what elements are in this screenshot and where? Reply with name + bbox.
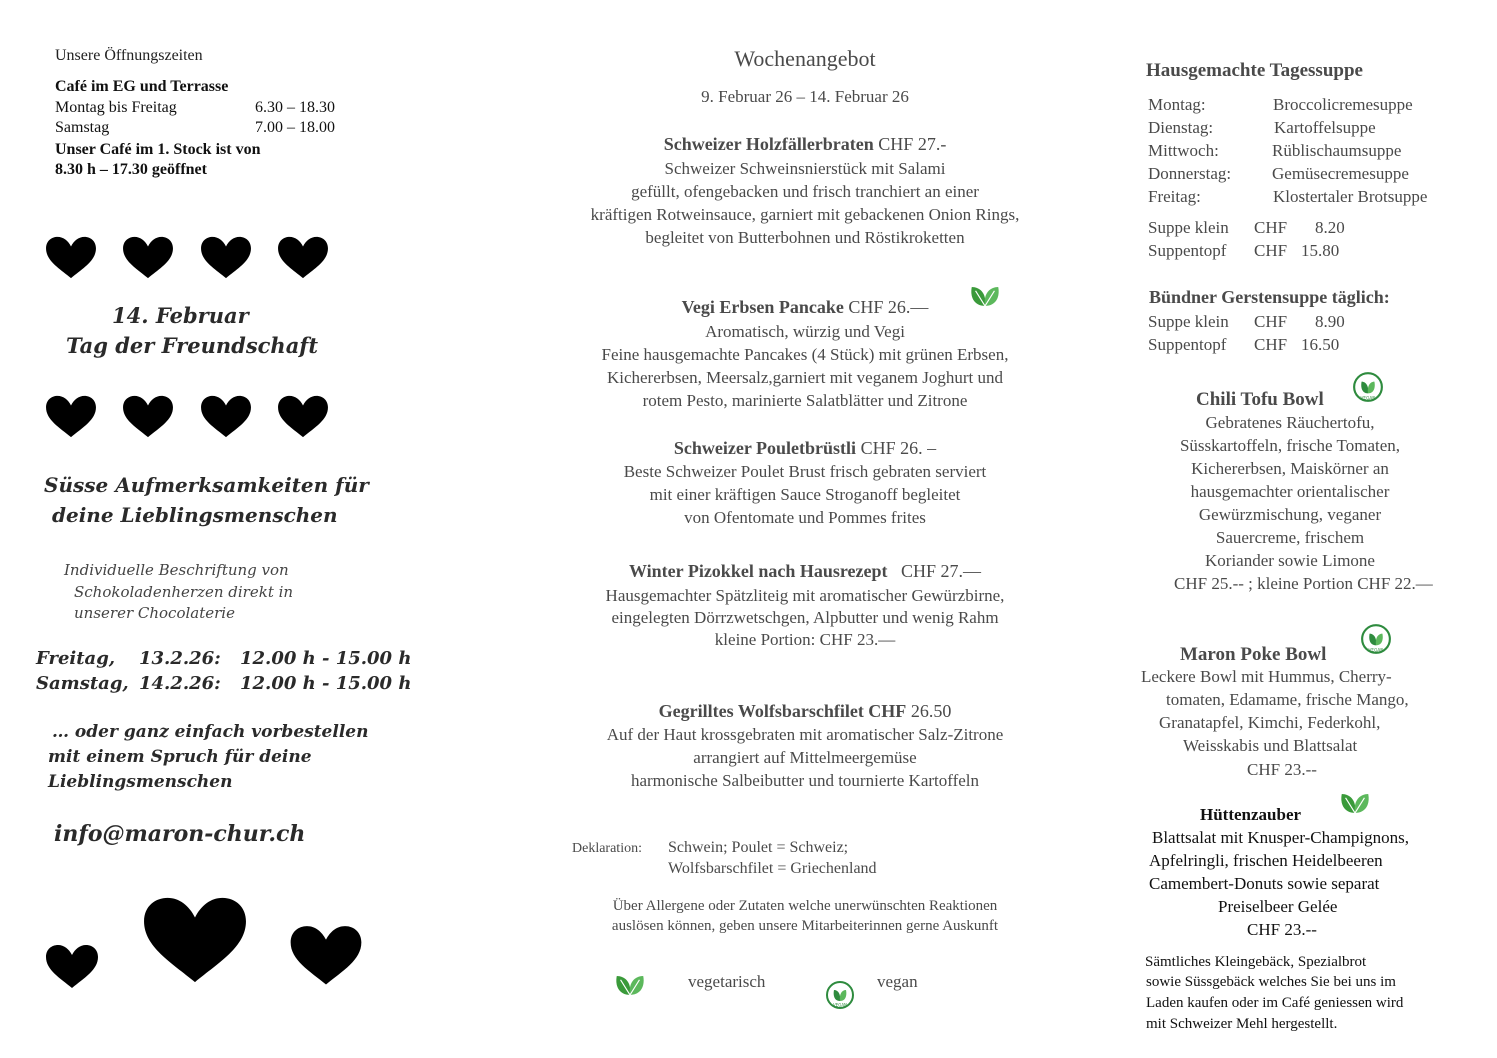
attention-line-2: deine Lieblingsmenschen xyxy=(52,503,338,527)
dish-title xyxy=(560,701,1050,722)
bowl-description-line: Süsskartoffeln, frische Tomaten, xyxy=(1179,436,1401,455)
price-currency: CHF xyxy=(1254,312,1288,331)
dish-price: 26.50 xyxy=(910,701,952,721)
vegetarian-leaf-icon xyxy=(1338,790,1372,815)
dish-description-line: Kichererbsen, Meersalz,garniert mit veganem Joghurt und xyxy=(606,368,1004,387)
dish-description-line: Aromatisch, würzig und Vegi xyxy=(705,322,905,341)
large-heart-icon xyxy=(136,892,254,990)
price-value: 16.50 xyxy=(1301,335,1340,354)
vegetarian-leaf-icon xyxy=(968,283,1002,308)
poke-bowl-title: Maron Poke Bowl xyxy=(1180,644,1327,665)
order-line-3: Lieblingsmenschen xyxy=(48,772,233,792)
barley-soup-title: Bündner Gerstensuppe täglich: xyxy=(1149,287,1390,307)
dish-name: Schweizer Holzfällerbraten xyxy=(663,134,874,154)
attention-line-1: Süsse Aufmerksamkeiten für xyxy=(44,473,369,497)
chili-bowl-title: Chili Tofu Bowl xyxy=(1196,389,1324,410)
heart-icon xyxy=(197,393,255,441)
declaration-label: Deklaration: xyxy=(572,841,642,856)
dish-description-line: eingelegten Dörrzwetschgen, Alpbutter und wenig Rahm xyxy=(611,608,999,627)
vegan-badge-icon xyxy=(1360,623,1392,655)
bread-note-line: Laden kaufen oder im Café geniessen wird xyxy=(1146,995,1404,1011)
hours-row-saturday-time: 7.00 – 18.00 xyxy=(255,119,335,136)
bowl-description-line: Granatapfel, Kimchi, Federkohl, xyxy=(1159,713,1381,732)
dish-description-line: gefüllt, ofengebacken und frisch tranchiert an einer xyxy=(631,182,979,201)
schedule-date: 14.2.26: xyxy=(139,673,221,694)
hours-row-saturday: Samstag xyxy=(55,119,110,136)
bowl-description-line: Gewürzmischung, veganer xyxy=(1198,505,1382,524)
dish-description-line: Feine hausgemachte Pancakes (4 Stück) mit grünen Erbsen, xyxy=(601,345,1009,364)
hut-title: Hüttenzauber xyxy=(1200,805,1302,824)
bowl-description-line: Koriander sowie Limone xyxy=(1205,551,1375,570)
price-value: 8.90 xyxy=(1315,312,1345,331)
schedule-day: Samstag, xyxy=(36,673,129,694)
declaration-line-2: Wolfsbarschfilet = Griechenland xyxy=(668,860,877,877)
hours-row-weekday: Montag bis Freitag xyxy=(55,99,177,116)
soup-day: Montag: xyxy=(1148,95,1206,114)
bowl-description-line: hausgemachter orientalischer xyxy=(1190,482,1390,501)
legend-vegetarian: vegetarisch xyxy=(688,972,766,991)
dish-description-line: harmonische Salbeibutter und tournierte Kartoffeln xyxy=(630,771,980,790)
heart-icon xyxy=(42,393,100,441)
poke-bowl-price: CHF 23.-- xyxy=(1247,760,1317,779)
dish-name: Gegrilltes Wolfsbarschfilet CHF xyxy=(658,701,907,721)
heart-icon xyxy=(197,234,255,282)
dish-name: Vegi Erbsen Pancake xyxy=(681,297,844,317)
hut-description-line: Apfelringli, frischen Heidelbeeren xyxy=(1149,851,1383,870)
order-line-2: mit einem Spruch für deine xyxy=(48,747,312,767)
soup-day: Donnerstag: xyxy=(1148,164,1232,183)
soup-name: Gemüsecremesuppe xyxy=(1272,164,1409,183)
bowl-description-line: Weisskabis und Blattsalat xyxy=(1183,736,1358,755)
dish-price: CHF 27.- xyxy=(878,134,947,154)
dish-description-line: rotem Pesto, marinierte Salatblätter und Zitrone xyxy=(642,391,968,410)
price-currency: CHF xyxy=(1254,241,1288,260)
dish-description-line: mit einer kräftigen Sauce Stroganoff begleitet xyxy=(649,485,961,504)
vegan-badge-icon xyxy=(825,980,855,1010)
dish-name: Winter Pizokkel nach Hausrezept xyxy=(628,561,888,581)
cafe-heading: Café im EG und Terrasse xyxy=(55,78,229,95)
bowl-description-line: Sauercreme, frischem xyxy=(1215,528,1365,547)
individual-line-2: Schokoladenherzen direkt in xyxy=(74,583,294,601)
bread-note-line: Sämtliches Kleingebäck, Spezialbrot xyxy=(1145,954,1367,970)
bowl-description-line: Leckere Bowl mit Hummus, Cherry- xyxy=(1141,667,1392,686)
dish-description-line: Beste Schweizer Poulet Brust frisch gebraten serviert xyxy=(623,462,987,481)
dish-title xyxy=(560,561,1050,582)
bowl-description-line: Gebratenes Räuchertofu, xyxy=(1205,413,1375,432)
chili-bowl-price: CHF 25.-- ; kleine Portion CHF 22.— xyxy=(1174,574,1433,593)
individual-line-1: Individuelle Beschriftung von xyxy=(64,561,289,579)
bowl-description-line: Kichererbsen, Maiskörner an xyxy=(1191,459,1389,478)
price-currency: CHF xyxy=(1254,218,1288,237)
bread-note-line: mit Schweizer Mehl hergestellt. xyxy=(1146,1016,1338,1032)
dish-description-line: begleitet von Butterbohnen und Röstikroketten xyxy=(645,228,965,247)
dish-description-line: kräftigen Rotweinsauce, garniert mit gebackenen Onion Rings, xyxy=(590,205,1020,224)
bowl-description-line: tomaten, Edamame, frische Mango, xyxy=(1166,690,1409,709)
price-currency: CHF xyxy=(1254,335,1288,354)
soup-day: Mittwoch: xyxy=(1148,141,1219,160)
declaration-line-1: Schwein; Poulet = Schweiz; xyxy=(668,839,849,856)
heart-icon xyxy=(274,393,332,441)
heart-icon xyxy=(42,942,102,992)
hut-description-line: Camembert-Donuts sowie separat xyxy=(1149,874,1380,893)
dish-price: CHF 26.— xyxy=(848,297,929,317)
price-label: Suppentopf xyxy=(1148,241,1227,260)
individual-line-3: unserer Chocolaterie xyxy=(74,604,235,622)
dish-price: CHF 27.— xyxy=(900,561,981,581)
dish-price: CHF 26. – xyxy=(860,438,937,458)
dish-description-line: Schweizer Schweinsnierstück mit Salami xyxy=(664,159,946,178)
price-value: 15.80 xyxy=(1301,241,1340,260)
dish-title xyxy=(560,134,1050,155)
schedule-time: 12.00 h - 15.00 h xyxy=(240,673,412,694)
weekly-offer-title: Wochenangebot xyxy=(734,46,876,71)
hut-description-line: Blattsalat mit Knusper-Champignons, xyxy=(1152,828,1409,847)
vegan-badge-icon xyxy=(1352,371,1384,403)
dish-description-line: Auf der Haut krossgebraten mit aromatischer Salz-Zitrone xyxy=(606,725,1004,744)
allergen-line-2: auslösen können, geben unsere Mitarbeiterinnen gerne Auskunft xyxy=(611,918,999,934)
heart-icon xyxy=(119,393,177,441)
dish-description-line: Hausgemachter Spätzliteig mit aromatischer Gewürzbirne, xyxy=(605,586,1005,605)
price-label: Suppe klein xyxy=(1148,312,1229,331)
heart-icon xyxy=(285,922,367,990)
heart-icon xyxy=(274,234,332,282)
order-line-1: … oder ganz einfach vorbestellen xyxy=(52,722,369,742)
soup-day: Dienstag: xyxy=(1148,118,1214,137)
event-date: 14. Februar xyxy=(112,303,249,328)
price-label: Suppe klein xyxy=(1148,218,1229,237)
dish-description-line: von Ofentomate und Pommes frites xyxy=(684,508,926,527)
hut-description-line: Preiselbeer Gelée xyxy=(1218,897,1338,916)
soup-title: Hausgemachte Tagessuppe xyxy=(1146,60,1363,81)
event-title: Tag der Freundschaft xyxy=(66,333,319,358)
first-floor-line-2: 8.30 h – 17.30 geöffnet xyxy=(55,161,207,178)
schedule-date: 13.2.26: xyxy=(139,648,221,669)
soup-name: Klostertaler Brotsuppe xyxy=(1273,187,1428,206)
heart-icon xyxy=(119,234,177,282)
schedule-time: 12.00 h - 15.00 h xyxy=(240,648,412,669)
schedule-day: Freitag, xyxy=(36,648,116,669)
heart-icon xyxy=(42,234,100,282)
first-floor-line-1: Unser Café im 1. Stock ist von xyxy=(55,141,261,158)
soup-name: Rüblischaumsuppe xyxy=(1272,141,1402,160)
vegetarian-leaf-icon xyxy=(613,972,647,997)
dish-description-line: kleine Portion: CHF 23.— xyxy=(714,630,896,649)
hours-row-weekday-time: 6.30 – 18.30 xyxy=(255,99,335,116)
price-value: 8.20 xyxy=(1315,218,1345,237)
legend-vegan: vegan xyxy=(877,972,918,991)
soup-day: Freitag: xyxy=(1148,187,1201,206)
allergen-line-1: Über Allergene oder Zutaten welche unerwünschten Reaktionen xyxy=(612,898,998,914)
soup-name: Broccolicremesuppe xyxy=(1273,95,1413,114)
bread-note-line: sowie Süssgebäck welches Sie bei uns im xyxy=(1146,974,1396,990)
soup-name: Kartoffelsuppe xyxy=(1274,118,1376,137)
contact-email[interactable]: info@maron-chur.ch xyxy=(54,821,306,847)
dish-title xyxy=(560,438,1050,459)
dish-description-line: arrangiert auf Mittelmeergemüse xyxy=(693,748,917,767)
price-label: Suppentopf xyxy=(1148,335,1227,354)
date-range: 9. Februar 26 – 14. Februar 26 xyxy=(701,87,909,106)
hours-title: Unsere Öffnungszeiten xyxy=(55,47,203,64)
hut-price: CHF 23.-- xyxy=(1247,920,1317,939)
dish-name: Schweizer Pouletbrüstli xyxy=(673,438,857,458)
